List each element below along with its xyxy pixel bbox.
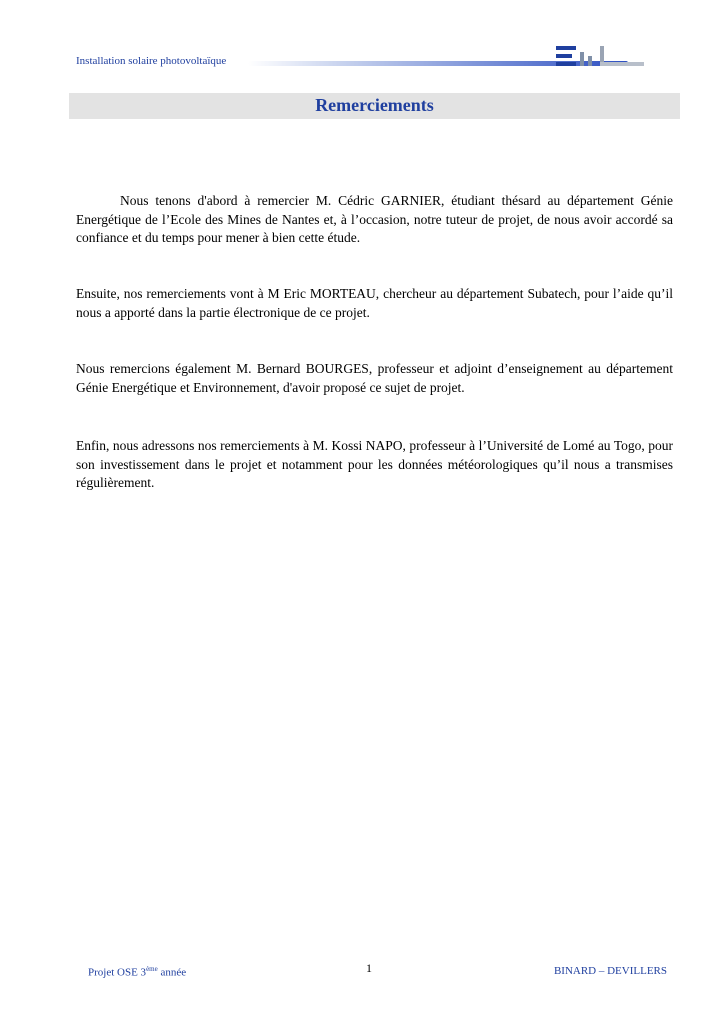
page-number: 1	[366, 961, 372, 975]
paragraph-bourges: Nous remercions également M. Bernard BOURGES, professeur et adjoint d’enseignement au département Génie Energétique et Environnement, d'avoir proposé ce sujet de projet.	[76, 361, 673, 395]
paragraph-napo: Enfin, nous adressons nos remerciements à M. Kossi NAPO, professeur à l’Université de Lomé au Togo, pour son investissement dans le projet et notamment pour les données météorologiques qu’il nous a transmises régulièrement.	[76, 438, 673, 491]
emn-logo-icon	[556, 44, 648, 68]
footer-project: Projet OSE 3ème année	[88, 965, 187, 979]
paragraph-morteau: Ensuite, nos remerciements vont à M Eric MORTEAU, chercheur au département Subatech, pour l’aide qu’il nous a apporté dans la partie électronique de ce projet.	[76, 286, 673, 320]
header-title: Installation solaire photovoltaïque	[76, 55, 227, 67]
footer-authors: BINARD – DEVILLERS	[553, 965, 667, 977]
paragraph-garnier: Nous tenons d'abord à remercier M. Cédric GARNIER, étudiant thésard au département Génie Energétique de l’Ecole des Mines de Nantes et, à l’occasion, notre tuteur de projet, de nous avoir accordé sa confiance et du temps pour mener à bien cette étude.	[76, 193, 673, 246]
title-bar	[69, 93, 680, 119]
page-title: Remerciements	[315, 95, 434, 115]
